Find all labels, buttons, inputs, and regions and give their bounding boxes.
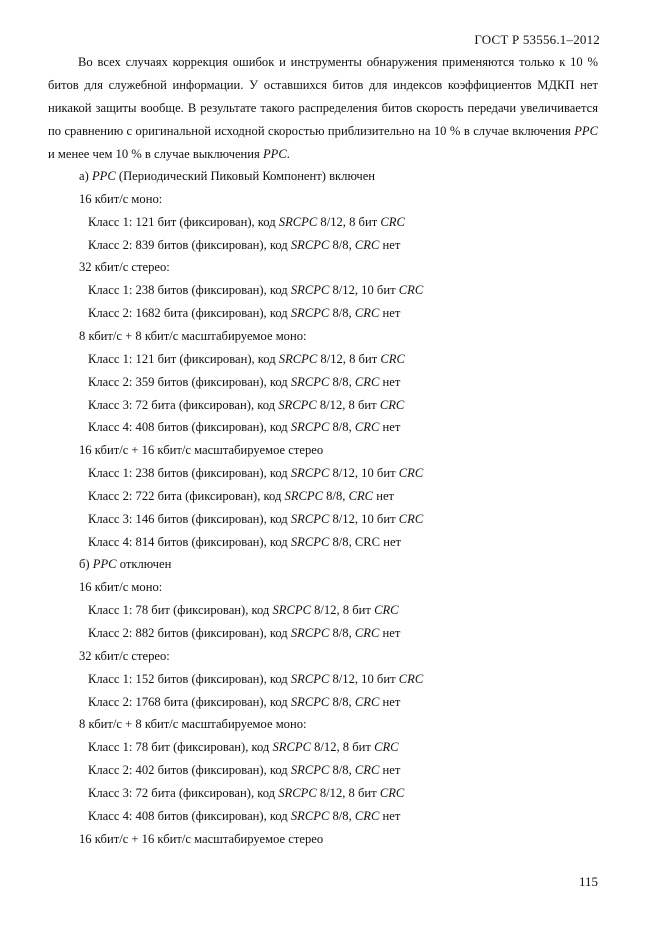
italic-term: CRC (354, 763, 380, 778)
italic-term: PPC (91, 169, 116, 183)
italic-term: CRC (398, 671, 424, 686)
line-text: Класс 2: 839 битов (фиксирован), код (88, 237, 291, 252)
section-line (79, 829, 323, 849)
line-text: 8/12, 8 бит (316, 785, 380, 800)
line-text: Класс 3: 72 бита (фиксирован), код (88, 397, 279, 412)
italic-term: SRCPC (290, 374, 330, 389)
italic-term: SRCPC (290, 671, 330, 686)
line-text: 8/8, (329, 694, 355, 709)
line-text: Класс 2: 722 бита (фиксирован), код (88, 488, 285, 503)
italic-term: CRC (374, 740, 399, 755)
italic-term: SRCPC (290, 420, 330, 435)
class-line (88, 737, 399, 757)
line-text: нет (379, 374, 401, 389)
italic-term: CRC (374, 603, 399, 618)
italic-term: CRC (398, 283, 424, 298)
class-line (88, 600, 399, 620)
line-text: Класс 1: 78 бит (фиксирован), код (88, 603, 273, 618)
paragraph-text-2: и менее чем 10 % в случае выключения (48, 147, 263, 161)
line-text: 32 кбит/с стерео: (79, 648, 170, 663)
line-text: 16 кбит/с + 16 кбит/с масштабируемое стерео (79, 443, 324, 458)
paragraph-ppc-2: PPC (262, 147, 287, 161)
italic-term: SRCPC (278, 351, 318, 366)
italic-term: CRC (354, 694, 380, 709)
italic-term: CRC (354, 808, 380, 823)
line-text: Класс 2: 1682 бита (фиксирован), код (88, 306, 291, 321)
line-text: 8/8, (329, 763, 355, 778)
italic-term: SRCPC (272, 740, 311, 755)
line-text: нет (379, 626, 401, 640)
class-line (88, 395, 404, 415)
italic-term: SRCPC (290, 306, 330, 321)
line-text: нет (379, 306, 401, 321)
line-text: 8/8, (329, 237, 355, 252)
italic-term: CRC (354, 306, 380, 321)
italic-term: CRC (354, 420, 380, 435)
section-line (79, 257, 170, 277)
italic-term: SRCPC (290, 626, 330, 640)
italic-term: SRCPC (278, 785, 317, 800)
italic-term: CRC (398, 466, 424, 481)
line-text: 8/12, 8 бит (310, 603, 375, 618)
line-text: нет (373, 488, 395, 503)
line-text: Класс 2: 359 битов (фиксирован), код (88, 374, 291, 389)
line-text: Класс 1: 152 битов (фиксирован), код (88, 671, 291, 686)
line-text: 8 кбит/с + 8 кбит/с масштабируемое моно: (79, 717, 307, 732)
line-text: 8/8, (329, 808, 355, 823)
italic-term: CRC (354, 374, 380, 389)
line-text: Класс 1: 238 битов (фиксирован), код (88, 283, 291, 298)
line-text: Класс 1: 121 бит (фиксирован), код (88, 351, 279, 366)
class-line (88, 783, 404, 803)
line-text: 8/12, 8 бит (317, 351, 381, 366)
line-text: 16 кбит/с + 16 кбит/с масштабируемое стерео (79, 831, 324, 846)
line-text: Класс 3: 146 битов (фиксирован), код (88, 511, 291, 526)
italic-term: CRC (380, 214, 405, 229)
section-line (79, 166, 375, 186)
class-line (88, 760, 400, 780)
class-line (88, 486, 394, 506)
line-text: 8/12, 10 бит (329, 466, 399, 481)
page-number: 115 (578, 874, 598, 889)
italic-term: SRCPC (290, 534, 330, 549)
italic-term: PPC (92, 557, 117, 572)
class-line (88, 669, 423, 689)
line-text: 8/8, (329, 306, 355, 321)
italic-term: CRC (379, 397, 405, 412)
italic-term: CRC (379, 785, 405, 800)
line-text: Класс 2: 882 битов (фиксирован), код (88, 626, 291, 640)
line-text: нет (379, 808, 401, 823)
italic-term: SRCPC (290, 466, 330, 481)
line-text: 16 кбит/с моно: (79, 191, 163, 206)
paragraph-text-1: Во всех случаях коррекция ошибок и инструменты обнаружения применяются только к 10 % битов для служебной информации. У оставшихся битов для индексов коэффициентов МДКП нет никакой защиты вообще. В результате такого распределения битов скорость передачи увеличивается по сравнению с оригинальной исходной скоростью приблизительно на 10 % в случае включения (48, 55, 598, 138)
line-text: 8/12, 8 бит (310, 740, 375, 755)
class-line (88, 235, 400, 255)
italic-term: SRCPC (284, 488, 324, 503)
line-text: Класс 3: 72 бита (фиксирован), код (88, 785, 279, 800)
section-line (79, 577, 162, 597)
line-text: нет (379, 420, 401, 435)
line-text: 8/12, 10 бит (329, 511, 399, 526)
class-line (88, 212, 405, 232)
italic-term: CRC (348, 488, 374, 503)
class-line (88, 532, 401, 552)
line-text: 8/8, (329, 374, 355, 389)
line-text: 8/8, (329, 626, 355, 640)
italic-term: SRCPC (278, 397, 317, 412)
section-line (79, 326, 307, 346)
italic-term: SRCPC (290, 237, 330, 252)
italic-term: SRCPC (290, 808, 330, 823)
italic-term: CRC (354, 237, 380, 252)
line-text: Класс 2: 402 битов (фиксирован), код (88, 763, 291, 778)
line-text: 8 кбит/с + 8 кбит/с масштабируемое моно: (79, 328, 307, 343)
class-line (88, 509, 423, 529)
section-line (79, 189, 162, 209)
section-line (79, 646, 170, 666)
line-text: (Периодический Пиковый Компонент) включен (115, 169, 376, 183)
class-line (88, 417, 400, 437)
italic-term: SRCPC (278, 214, 318, 229)
line-text: Класс 4: 408 битов (фиксирован), код (88, 420, 291, 435)
section-line (79, 554, 171, 574)
class-line (88, 280, 423, 300)
italic-term: CRC (354, 626, 380, 640)
class-line (88, 692, 400, 712)
italic-term: SRCPC (290, 694, 330, 709)
section-line (79, 714, 307, 734)
line-text: Класс 1: 238 битов (фиксирован), код (88, 466, 291, 481)
line-text: Класс 1: 121 бит (фиксирован), код (88, 214, 279, 229)
italic-term: SRCPC (290, 283, 330, 298)
line-text: 16 кбит/с моно: (79, 580, 163, 595)
italic-term: SRCPC (290, 511, 330, 526)
paragraph-ppc-1: PPC (574, 124, 598, 138)
line-text: а) (79, 169, 92, 183)
line-text: нет (379, 763, 401, 778)
class-line (88, 806, 400, 826)
class-line (88, 463, 423, 483)
class-line (88, 349, 405, 369)
line-text: отключен (116, 557, 172, 572)
italic-term: SRCPC (290, 763, 330, 778)
line-text: 8/12, 8 бит (316, 397, 380, 412)
class-line (88, 372, 400, 392)
line-text: б) (79, 557, 93, 572)
line-text: Класс 4: 408 битов (фиксирован), код (88, 808, 291, 823)
line-text: 8/12, 8 бит (317, 214, 381, 229)
italic-term: SRCPC (272, 603, 311, 618)
line-text: Класс 1: 78 бит (фиксирован), код (88, 740, 273, 755)
paragraph-text-3: . (286, 147, 290, 161)
section-line (79, 440, 323, 460)
line-text: 8/12, 10 бит (329, 671, 399, 686)
line-text: нет (379, 694, 401, 709)
class-line (88, 623, 400, 643)
line-text: Класс 2: 1768 бита (фиксирован), код (88, 694, 291, 709)
line-text: 8/12, 10 бит (329, 283, 399, 298)
class-line (88, 303, 400, 323)
line-text: 8/8, (329, 420, 355, 435)
intro-paragraph (48, 51, 598, 166)
line-text: Класс 4: 814 битов (фиксирован), код (88, 534, 291, 549)
italic-term: CRC (380, 351, 405, 366)
italic-term: CRC (398, 511, 424, 526)
line-text: 8/8, CRC нет (329, 534, 402, 549)
line-text: нет (379, 237, 401, 252)
page-header-standard: ГОСТ Р 53556.1–2012 (474, 32, 600, 47)
line-text: 32 кбит/с стерео: (79, 260, 170, 275)
line-text: 8/8, (323, 488, 349, 503)
